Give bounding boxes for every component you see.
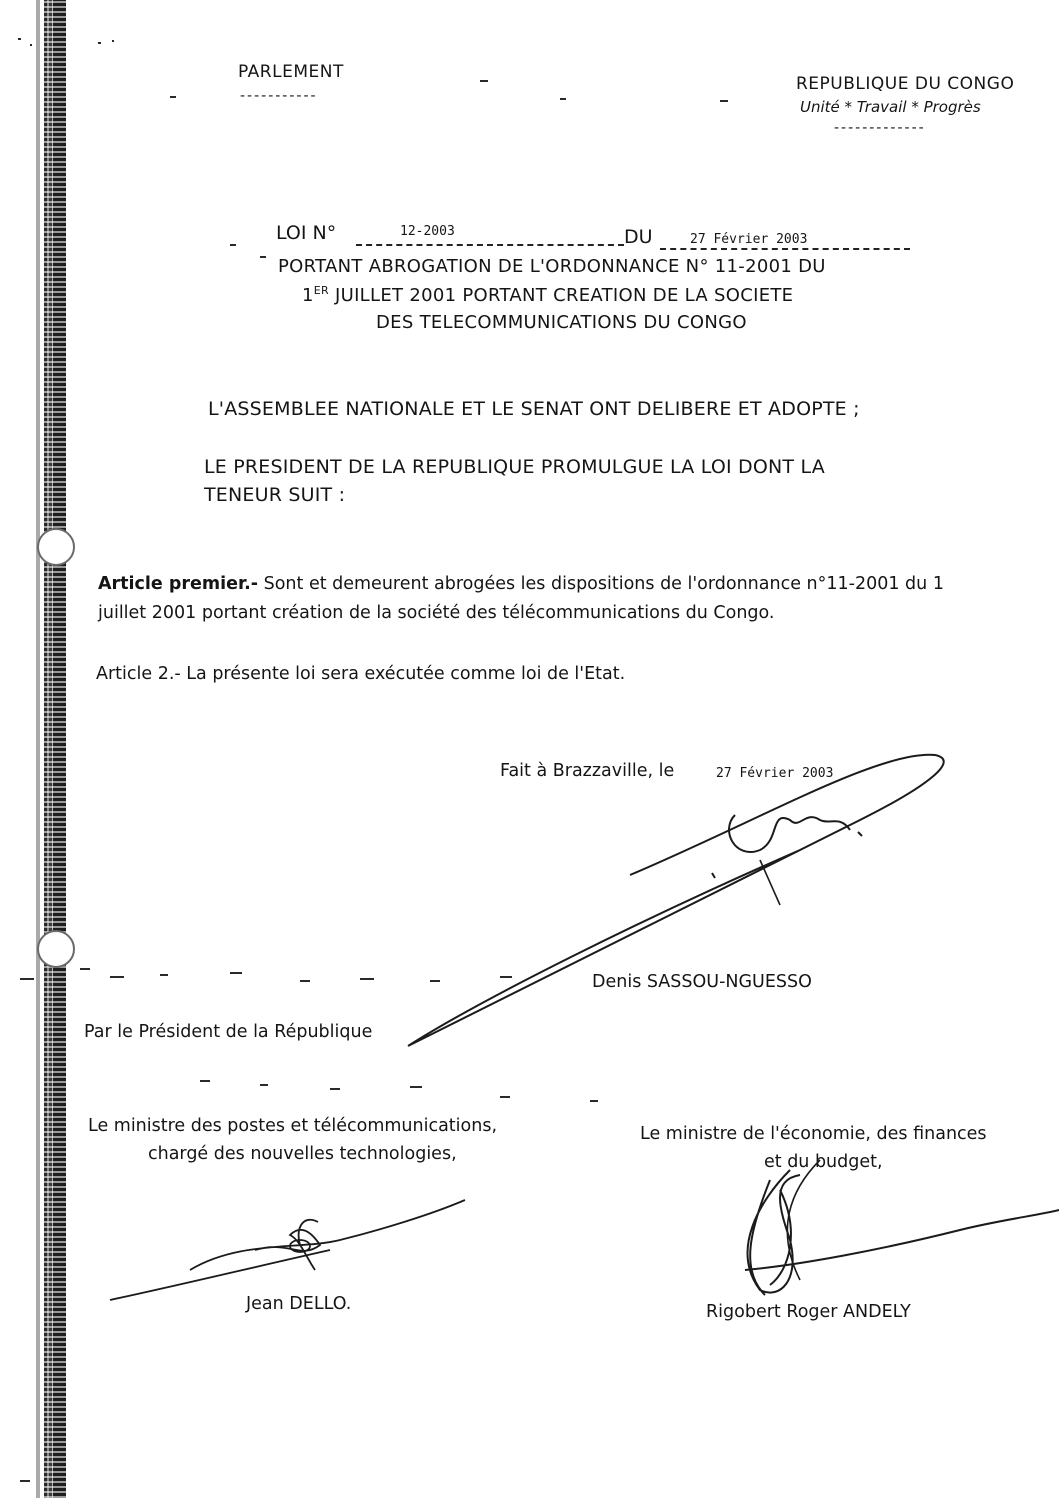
law-date: 27 Février 2003: [690, 232, 808, 247]
minister-left-line1: Le ministre des postes et télécommunications,: [88, 1116, 498, 1136]
law-title-line2-rest: JUILLET 2001 PORTANT CREATION DE LA SOCIETE: [328, 285, 794, 306]
by-president: Par le Président de la République: [84, 1022, 373, 1042]
law-title-ordinal: 1: [302, 285, 314, 306]
law-number: 12-2003: [400, 224, 455, 239]
preamble-president-line1: LE PRESIDENT DE LA REPUBLIQUE PROMULGUE LA LOI DONT LA: [204, 456, 825, 478]
preamble-assembly: L'ASSEMBLEE NATIONALE ET LE SENAT ONT DELIBERE ET ADOPTE ;: [208, 398, 860, 420]
minister-left-line2: chargé des nouvelles technologies,: [148, 1144, 457, 1164]
president-name: Denis SASSOU-NGUESSO: [592, 972, 812, 992]
minister-left-name: Jean DELLO.: [246, 1294, 352, 1314]
header-left-rule: -----------: [240, 88, 318, 104]
article-1-text: Sont et demeurent abrogées les dispositions de l'ordonnance n°11-2001 du 1: [258, 574, 944, 594]
minister-right-name: Rigobert Roger ANDELY: [706, 1302, 911, 1322]
article-1-label: Article premier.-: [98, 574, 259, 594]
minister-right-line2: et du budget,: [764, 1152, 883, 1172]
law-title-line1: PORTANT ABROGATION DE L'ORDONNANCE N° 11-2001 DU: [278, 256, 826, 277]
article-1-line2: juillet 2001 portant création de la société des télécommunications du Congo.: [98, 603, 775, 623]
law-title-line3: DES TELECOMMUNICATIONS DU CONGO: [376, 312, 747, 333]
law-date-label: DU: [624, 226, 653, 248]
header-parliament: PARLEMENT: [238, 62, 344, 82]
article-2-text: La présente loi sera exécutée comme loi de l'Etat.: [180, 664, 626, 684]
header-right-rule: -------------: [834, 120, 926, 136]
signature-place: Fait à Brazzaville, le: [500, 761, 675, 781]
president-signature: [408, 755, 944, 1046]
minister-right-signature: [745, 1170, 1059, 1295]
preamble-president-line2: TENEUR SUIT :: [204, 484, 346, 506]
minister-right-line1: Le ministre de l'économie, des finances: [640, 1124, 987, 1144]
law-title-ordinal-sup: ER: [313, 284, 329, 297]
law-number-label: LOI N°: [276, 222, 337, 244]
header-motto: Unité * Travail * Progrès: [800, 98, 981, 116]
scan-specks: [18, 38, 728, 1482]
article-2-label: Article 2.-: [96, 664, 181, 684]
signature-date: 27 Février 2003: [716, 766, 834, 781]
header-country: REPUBLIQUE DU CONGO: [796, 74, 1015, 94]
minister-left-signature: [110, 1200, 465, 1300]
